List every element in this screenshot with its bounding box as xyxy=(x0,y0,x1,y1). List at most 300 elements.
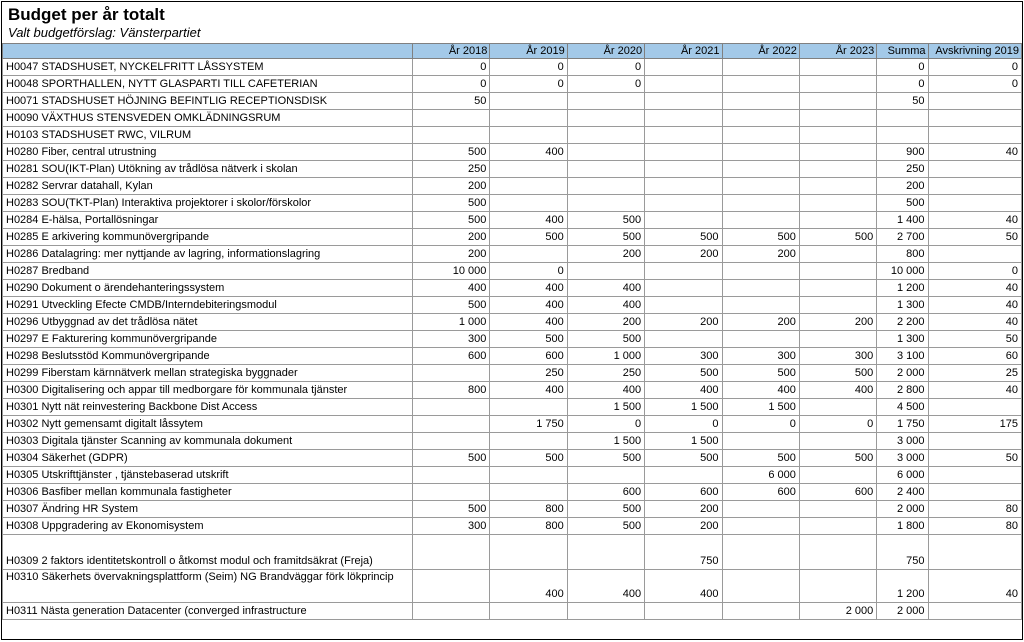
row-value-year-2018: 0 xyxy=(413,59,490,76)
table-row xyxy=(3,433,1022,450)
row-value-avskrivning: 0 xyxy=(928,59,1022,76)
row-value-avskrivning: 80 xyxy=(928,501,1022,518)
row-value-year-2018 xyxy=(413,110,490,127)
row-value-year-2019: 800 xyxy=(490,501,567,518)
row-project-name: H0286 Datalagring: mer nyttjande av lagring, informationslagring xyxy=(3,246,413,263)
row-value-year-2021: 500 xyxy=(645,229,722,246)
row-value-year-2023 xyxy=(799,280,876,297)
row-value-year-2023 xyxy=(799,127,876,144)
row-value-avskrivning xyxy=(928,178,1022,195)
row-project-name: H0310 Säkerhets övervakningsplattform (Seim) NG Brandväggar förk lökprincip xyxy=(3,570,413,603)
row-value-avskrivning: 40 xyxy=(928,280,1022,297)
row-value-summa: 3 000 xyxy=(877,450,928,467)
row-value-year-2020: 400 xyxy=(567,280,644,297)
row-value-avskrivning xyxy=(928,195,1022,212)
row-value-year-2020 xyxy=(567,93,644,110)
header-year-2020: År 2020 xyxy=(567,44,644,59)
row-value-year-2020 xyxy=(567,467,644,484)
row-value-year-2018 xyxy=(413,416,490,433)
row-value-summa: 750 xyxy=(877,535,928,570)
row-value-year-2023 xyxy=(799,263,876,280)
row-value-year-2023 xyxy=(799,399,876,416)
row-value-year-2022 xyxy=(722,263,799,280)
row-value-year-2019: 1 750 xyxy=(490,416,567,433)
row-value-year-2021 xyxy=(645,280,722,297)
row-value-year-2021 xyxy=(645,144,722,161)
row-value-year-2019: 400 xyxy=(490,212,567,229)
table-row xyxy=(3,127,1022,144)
row-value-year-2020: 0 xyxy=(567,416,644,433)
row-value-year-2018 xyxy=(413,399,490,416)
row-project-name: H0309 2 faktors identitetskontroll o åtkomst modul och framitdsäkrat (Freja) xyxy=(3,535,413,570)
row-value-year-2021 xyxy=(645,297,722,314)
row-value-year-2019: 400 xyxy=(490,570,567,603)
row-value-year-2019: 500 xyxy=(490,331,567,348)
row-value-year-2021: 1 500 xyxy=(645,433,722,450)
row-value-summa: 2 000 xyxy=(877,501,928,518)
row-value-year-2022 xyxy=(722,195,799,212)
row-value-year-2021 xyxy=(645,93,722,110)
row-value-year-2020: 1 000 xyxy=(567,348,644,365)
row-project-name: H0048 SPORTHALLEN, NYTT GLASPARTI TILL CAFETERIAN xyxy=(3,76,413,93)
row-value-year-2023 xyxy=(799,297,876,314)
row-value-year-2023 xyxy=(799,178,876,195)
row-value-year-2020 xyxy=(567,178,644,195)
row-project-name: H0047 STADSHUSET, NYCKELFRITT LÅSSYSTEM xyxy=(3,59,413,76)
row-value-summa: 3 000 xyxy=(877,433,928,450)
row-value-year-2019: 400 xyxy=(490,314,567,331)
table-row xyxy=(3,331,1022,348)
row-value-year-2018: 300 xyxy=(413,331,490,348)
row-value-avskrivning xyxy=(928,399,1022,416)
row-value-avskrivning xyxy=(928,433,1022,450)
row-value-year-2022 xyxy=(722,178,799,195)
row-value-year-2022 xyxy=(722,331,799,348)
row-value-year-2018: 500 xyxy=(413,501,490,518)
table-row xyxy=(3,59,1022,76)
row-value-summa: 2 000 xyxy=(877,603,928,620)
table-row xyxy=(3,212,1022,229)
row-value-year-2023: 500 xyxy=(799,229,876,246)
row-value-year-2021: 200 xyxy=(645,314,722,331)
row-value-avskrivning: 0 xyxy=(928,263,1022,280)
row-value-avskrivning: 50 xyxy=(928,229,1022,246)
table-row xyxy=(3,416,1022,433)
row-value-year-2023 xyxy=(799,161,876,178)
row-project-name: H0306 Basfiber mellan kommunala fastigheter xyxy=(3,484,413,501)
header-year-2019: År 2019 xyxy=(490,44,567,59)
row-value-year-2020: 500 xyxy=(567,331,644,348)
row-value-year-2022 xyxy=(722,433,799,450)
row-value-year-2022: 200 xyxy=(722,314,799,331)
row-value-year-2022: 500 xyxy=(722,365,799,382)
row-value-year-2020 xyxy=(567,127,644,144)
row-value-avskrivning: 40 xyxy=(928,570,1022,603)
row-value-avskrivning xyxy=(928,246,1022,263)
row-value-year-2023 xyxy=(799,144,876,161)
row-value-avskrivning xyxy=(928,127,1022,144)
report-title: Budget per år totalt xyxy=(8,5,165,24)
row-project-name: H0290 Dokument o ärendehanteringssystem xyxy=(3,280,413,297)
row-value-summa: 1 300 xyxy=(877,297,928,314)
row-value-avskrivning xyxy=(928,467,1022,484)
row-value-year-2018: 50 xyxy=(413,93,490,110)
table-row xyxy=(3,467,1022,484)
row-project-name: H0299 Fiberstam kärnnätverk mellan strategiska byggnader xyxy=(3,365,413,382)
row-value-year-2022: 200 xyxy=(722,246,799,263)
row-value-year-2019 xyxy=(490,246,567,263)
row-value-avskrivning: 50 xyxy=(928,450,1022,467)
row-value-year-2019: 500 xyxy=(490,450,567,467)
row-value-year-2019 xyxy=(490,603,567,620)
row-project-name: H0280 Fiber, central utrustning xyxy=(3,144,413,161)
row-value-year-2020: 200 xyxy=(567,246,644,263)
row-value-avskrivning xyxy=(928,110,1022,127)
row-value-year-2018 xyxy=(413,603,490,620)
row-value-avskrivning: 40 xyxy=(928,297,1022,314)
row-value-year-2019 xyxy=(490,433,567,450)
row-value-year-2022 xyxy=(722,212,799,229)
row-value-year-2023: 500 xyxy=(799,365,876,382)
row-value-summa: 1 750 xyxy=(877,416,928,433)
row-value-summa: 900 xyxy=(877,144,928,161)
row-value-summa: 3 100 xyxy=(877,348,928,365)
table-row xyxy=(3,518,1022,535)
row-value-avskrivning: 0 xyxy=(928,76,1022,93)
row-value-year-2020: 600 xyxy=(567,484,644,501)
row-value-avskrivning: 40 xyxy=(928,144,1022,161)
row-value-year-2022 xyxy=(722,76,799,93)
row-value-year-2021 xyxy=(645,603,722,620)
table-row xyxy=(3,297,1022,314)
row-project-name: H0301 Nytt nät reinvestering Backbone Dist Access xyxy=(3,399,413,416)
row-value-year-2020: 200 xyxy=(567,314,644,331)
row-value-summa xyxy=(877,127,928,144)
row-value-year-2018: 200 xyxy=(413,246,490,263)
row-project-name: H0090 VÄXTHUS STENSVEDEN OMKLÄDNINGSRUM xyxy=(3,110,413,127)
row-value-year-2018: 500 xyxy=(413,297,490,314)
row-value-year-2018 xyxy=(413,570,490,603)
row-value-year-2019: 600 xyxy=(490,348,567,365)
row-value-summa: 2 400 xyxy=(877,484,928,501)
row-value-year-2018 xyxy=(413,467,490,484)
row-value-year-2020 xyxy=(567,263,644,280)
row-value-summa: 200 xyxy=(877,178,928,195)
row-value-year-2023 xyxy=(799,76,876,93)
table-row xyxy=(3,348,1022,365)
header-summa: Summa xyxy=(877,44,928,59)
row-value-year-2018 xyxy=(413,127,490,144)
row-value-year-2023 xyxy=(799,433,876,450)
row-project-name: H0287 Bredband xyxy=(3,263,413,280)
row-value-year-2021: 400 xyxy=(645,570,722,603)
row-value-year-2021 xyxy=(645,212,722,229)
row-value-year-2018: 500 xyxy=(413,212,490,229)
row-value-year-2022 xyxy=(722,127,799,144)
row-value-year-2020: 1 500 xyxy=(567,399,644,416)
row-value-year-2022 xyxy=(722,161,799,178)
row-value-year-2018: 400 xyxy=(413,280,490,297)
row-project-name: H0311 Nästa generation Datacenter (converged infrastructure xyxy=(3,603,413,620)
row-project-name: H0298 Beslutsstöd Kommunövergripande xyxy=(3,348,413,365)
table-row xyxy=(3,246,1022,263)
row-value-year-2021 xyxy=(645,331,722,348)
row-value-year-2021: 500 xyxy=(645,450,722,467)
row-value-year-2020: 1 500 xyxy=(567,433,644,450)
row-value-year-2019: 0 xyxy=(490,76,567,93)
row-project-name: H0103 STADSHUSET RWC, VILRUM xyxy=(3,127,413,144)
row-value-year-2022 xyxy=(722,59,799,76)
row-value-year-2019 xyxy=(490,178,567,195)
row-value-summa: 2 700 xyxy=(877,229,928,246)
row-value-year-2019: 400 xyxy=(490,144,567,161)
row-value-avskrivning: 40 xyxy=(928,212,1022,229)
table-row xyxy=(3,263,1022,280)
row-value-year-2023 xyxy=(799,467,876,484)
row-project-name: H0071 STADSHUSET HÖJNING BEFINTLIG RECEPTIONSDISK xyxy=(3,93,413,110)
row-project-name: H0307 Ändring HR System xyxy=(3,501,413,518)
row-value-year-2021 xyxy=(645,127,722,144)
row-value-year-2020: 500 xyxy=(567,229,644,246)
row-value-year-2021 xyxy=(645,263,722,280)
row-value-summa: 0 xyxy=(877,59,928,76)
row-project-name: H0284 E-hälsa, Portallösningar xyxy=(3,212,413,229)
row-value-year-2021 xyxy=(645,161,722,178)
row-value-year-2022 xyxy=(722,93,799,110)
row-value-year-2018: 1 000 xyxy=(413,314,490,331)
row-value-summa: 800 xyxy=(877,246,928,263)
row-project-name: H0281 SOU(IKT-Plan) Utökning av trådlösa nätverk i skolan xyxy=(3,161,413,178)
row-value-summa: 500 xyxy=(877,195,928,212)
row-value-summa: 1 800 xyxy=(877,518,928,535)
row-value-year-2021 xyxy=(645,467,722,484)
row-project-name: H0296 Utbyggnad av det trådlösa nätet xyxy=(3,314,413,331)
row-value-year-2020 xyxy=(567,161,644,178)
row-value-year-2019 xyxy=(490,127,567,144)
row-value-year-2019 xyxy=(490,484,567,501)
row-value-year-2020: 500 xyxy=(567,450,644,467)
row-value-year-2019 xyxy=(490,467,567,484)
row-value-year-2020: 500 xyxy=(567,212,644,229)
row-value-year-2019 xyxy=(490,93,567,110)
row-value-year-2023 xyxy=(799,535,876,570)
table-row xyxy=(3,161,1022,178)
row-project-name: H0300 Digitalisering och appar till medborgare för kommunala tjänster xyxy=(3,382,413,399)
row-value-year-2019: 400 xyxy=(490,297,567,314)
row-value-summa: 2 000 xyxy=(877,365,928,382)
table-row xyxy=(3,195,1022,212)
row-value-year-2022 xyxy=(722,144,799,161)
row-value-summa: 2 200 xyxy=(877,314,928,331)
table-row xyxy=(3,144,1022,161)
row-value-year-2023: 600 xyxy=(799,484,876,501)
row-value-year-2022: 0 xyxy=(722,416,799,433)
row-value-year-2023: 2 000 xyxy=(799,603,876,620)
row-value-year-2021: 600 xyxy=(645,484,722,501)
row-value-year-2018 xyxy=(413,535,490,570)
row-value-year-2022: 500 xyxy=(722,229,799,246)
header-year-2021: År 2021 xyxy=(645,44,722,59)
table-row xyxy=(3,76,1022,93)
header-avskrivning: Avskrivning 2019 xyxy=(928,44,1022,59)
table-row xyxy=(3,450,1022,467)
row-value-year-2018 xyxy=(413,365,490,382)
row-value-year-2020: 0 xyxy=(567,59,644,76)
row-value-year-2019 xyxy=(490,399,567,416)
row-project-name: H0302 Nytt gemensamt digitalt låssytem xyxy=(3,416,413,433)
header-year-2018: År 2018 xyxy=(413,44,490,59)
row-value-year-2021: 1 500 xyxy=(645,399,722,416)
row-value-year-2020: 500 xyxy=(567,518,644,535)
table-row xyxy=(3,570,1022,603)
header-year-2023: År 2023 xyxy=(799,44,876,59)
row-value-year-2019: 400 xyxy=(490,382,567,399)
row-value-year-2023 xyxy=(799,518,876,535)
row-value-year-2020 xyxy=(567,195,644,212)
row-value-year-2018: 500 xyxy=(413,195,490,212)
table-row xyxy=(3,229,1022,246)
row-project-name: H0297 E Fakturering kommunövergripande xyxy=(3,331,413,348)
row-value-year-2022: 300 xyxy=(722,348,799,365)
row-value-year-2022: 1 500 xyxy=(722,399,799,416)
row-value-year-2021 xyxy=(645,195,722,212)
row-value-year-2022: 400 xyxy=(722,382,799,399)
row-value-avskrivning: 175 xyxy=(928,416,1022,433)
table-header-row xyxy=(3,44,1022,59)
row-value-year-2018: 10 000 xyxy=(413,263,490,280)
row-project-name: H0291 Utveckling Efecte CMDB/Interndebiteringsmodul xyxy=(3,297,413,314)
row-value-summa: 1 400 xyxy=(877,212,928,229)
row-value-year-2020: 400 xyxy=(567,297,644,314)
row-value-summa: 4 500 xyxy=(877,399,928,416)
row-value-year-2021: 0 xyxy=(645,416,722,433)
row-project-name: H0285 E arkivering kommunövergripande xyxy=(3,229,413,246)
row-value-year-2022 xyxy=(722,518,799,535)
table-row xyxy=(3,484,1022,501)
row-value-year-2018: 0 xyxy=(413,76,490,93)
row-value-year-2022 xyxy=(722,501,799,518)
table-row xyxy=(3,603,1022,620)
row-value-summa: 10 000 xyxy=(877,263,928,280)
row-value-year-2018: 200 xyxy=(413,229,490,246)
row-value-year-2020: 400 xyxy=(567,570,644,603)
row-value-year-2018: 600 xyxy=(413,348,490,365)
row-value-avskrivning: 80 xyxy=(928,518,1022,535)
row-value-year-2021: 500 xyxy=(645,365,722,382)
row-value-avskrivning: 60 xyxy=(928,348,1022,365)
row-value-year-2021: 400 xyxy=(645,382,722,399)
row-value-year-2021: 200 xyxy=(645,518,722,535)
table-row xyxy=(3,399,1022,416)
row-value-summa: 50 xyxy=(877,93,928,110)
row-value-year-2019 xyxy=(490,535,567,570)
row-project-name: H0308 Uppgradering av Ekonomisystem xyxy=(3,518,413,535)
row-value-year-2022 xyxy=(722,570,799,603)
row-value-year-2018: 500 xyxy=(413,144,490,161)
table-row xyxy=(3,314,1022,331)
row-project-name: H0283 SOU(TKT-Plan) Interaktiva projektorer i skolor/förskolor xyxy=(3,195,413,212)
row-value-year-2020 xyxy=(567,144,644,161)
row-value-year-2020: 500 xyxy=(567,501,644,518)
row-value-avskrivning xyxy=(928,535,1022,570)
row-value-summa: 6 000 xyxy=(877,467,928,484)
row-value-summa: 1 300 xyxy=(877,331,928,348)
row-value-avskrivning: 40 xyxy=(928,314,1022,331)
row-value-year-2022: 600 xyxy=(722,484,799,501)
row-value-year-2020 xyxy=(567,535,644,570)
row-value-year-2023 xyxy=(799,59,876,76)
row-value-avskrivning xyxy=(928,484,1022,501)
row-value-year-2023: 300 xyxy=(799,348,876,365)
row-value-year-2018 xyxy=(413,484,490,501)
row-value-avskrivning: 50 xyxy=(928,331,1022,348)
row-value-year-2021: 750 xyxy=(645,535,722,570)
row-value-year-2021 xyxy=(645,59,722,76)
table-row xyxy=(3,110,1022,127)
row-value-year-2023 xyxy=(799,246,876,263)
report-page xyxy=(1,1,1023,640)
row-value-year-2021 xyxy=(645,76,722,93)
row-value-year-2019: 0 xyxy=(490,263,567,280)
report-subtitle: Valt budgetförslag: Vänsterpartiet xyxy=(8,25,201,40)
row-value-year-2023 xyxy=(799,110,876,127)
row-value-summa: 250 xyxy=(877,161,928,178)
row-value-year-2023 xyxy=(799,93,876,110)
row-value-year-2018: 300 xyxy=(413,518,490,535)
row-value-year-2019 xyxy=(490,195,567,212)
row-value-year-2019: 0 xyxy=(490,59,567,76)
table-row xyxy=(3,280,1022,297)
row-project-name: H0282 Servrar datahall, Kylan xyxy=(3,178,413,195)
row-value-year-2020: 400 xyxy=(567,382,644,399)
row-value-year-2023: 400 xyxy=(799,382,876,399)
row-value-year-2023 xyxy=(799,570,876,603)
header-blank xyxy=(3,44,413,59)
header-year-2022: År 2022 xyxy=(722,44,799,59)
row-value-year-2021 xyxy=(645,110,722,127)
row-value-year-2018: 500 xyxy=(413,450,490,467)
row-project-name: H0305 Utskrifttjänster , tjänstebaserad utskrift xyxy=(3,467,413,484)
row-value-year-2022 xyxy=(722,603,799,620)
row-value-year-2023 xyxy=(799,501,876,518)
row-value-year-2019: 400 xyxy=(490,280,567,297)
table-row xyxy=(3,365,1022,382)
row-value-year-2020 xyxy=(567,110,644,127)
row-value-avskrivning xyxy=(928,93,1022,110)
budget-table xyxy=(2,43,1022,620)
row-value-year-2021: 200 xyxy=(645,246,722,263)
row-value-year-2022 xyxy=(722,280,799,297)
row-value-year-2021 xyxy=(645,178,722,195)
row-value-year-2019: 800 xyxy=(490,518,567,535)
row-project-name: H0303 Digitala tjänster Scanning av kommunala dokument xyxy=(3,433,413,450)
row-value-year-2023 xyxy=(799,195,876,212)
table-row xyxy=(3,535,1022,570)
row-value-year-2018: 800 xyxy=(413,382,490,399)
table-body xyxy=(3,59,1022,620)
row-value-year-2021: 200 xyxy=(645,501,722,518)
row-value-year-2019 xyxy=(490,110,567,127)
row-project-name: H0304 Säkerhet (GDPR) xyxy=(3,450,413,467)
table-row xyxy=(3,501,1022,518)
row-value-year-2022: 500 xyxy=(722,450,799,467)
row-value-summa xyxy=(877,110,928,127)
row-value-summa: 1 200 xyxy=(877,280,928,297)
row-value-year-2022 xyxy=(722,297,799,314)
row-value-summa: 1 200 xyxy=(877,570,928,603)
row-value-year-2022: 6 000 xyxy=(722,467,799,484)
row-value-year-2023: 500 xyxy=(799,450,876,467)
